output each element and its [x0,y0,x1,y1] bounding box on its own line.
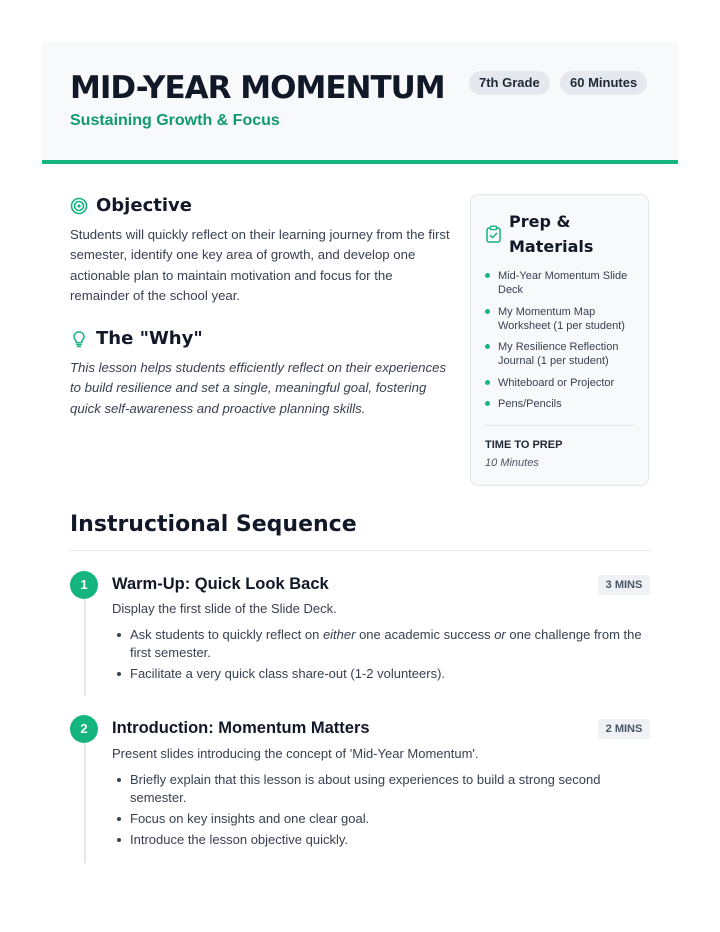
prep-time-value: 10 Minutes [485,457,539,469]
step-title: Introduction: Momentum Matters [112,719,370,737]
step-duration-badge: 3 MINS [598,575,650,595]
target-icon [70,197,88,215]
material-item: Whiteboard or Projector [485,376,640,390]
step-bullet: Ask students to quickly reflect on either one academic success or one challenge from the first semester. [112,626,642,661]
objective-text: Students will quickly reflect on their learning journey from the first semester, identify one key area of growth, and develop one actionable plan to maintain motivation and focus for the remainder of the school year. [70,227,450,303]
step-description: Display the first slide of the Slide Deck. [112,601,337,616]
lightbulb-icon [70,330,88,348]
step-bullet-list [112,771,642,852]
step-bullet: Facilitate a very quick class share-out (1-2 volunteers). [112,665,642,683]
step-description: Present slides introducing the concept of 'Mid-Year Momentum'. [112,746,479,761]
material-item: Mid-Year Momentum Slide Deck [485,269,640,297]
material-item: My Momentum Map Worksheet (1 per student) [485,305,640,333]
step-bullet: Briefly explain that this lesson is about using experiences to build a strong second semester. [112,771,642,806]
page-subtitle: Sustaining Growth & Focus [70,112,280,129]
duration-badge: 60 Minutes [560,71,647,95]
prep-time-label: TIME TO PREP [485,439,563,451]
material-item: My Resilience Reflection Journal (1 per student) [485,340,640,368]
clipboard-check-icon [485,225,502,243]
objective-heading-label: Objective [96,195,192,216]
sequence-heading: Instructional Sequence [70,512,357,537]
materials-list [485,269,640,419]
lesson-header [42,42,678,164]
step-bullet: Focus on key insights and one clear goal. [112,810,642,828]
step-timeline [84,584,86,696]
prep-heading: Prep & Materials [509,212,594,256]
prep-materials-card [470,194,649,486]
step-number-badge: 2 [70,715,98,743]
why-heading [70,328,203,349]
why-heading-label: The "Why" [96,328,203,349]
step-title: Warm-Up: Quick Look Back [112,575,329,593]
step-timeline [84,729,86,863]
objective-heading [70,195,192,216]
card-divider [485,425,634,426]
page-title: MID-YEAR MOMENTUM [70,70,445,106]
step-bullet-list [112,626,642,686]
step-duration-badge: 2 MINS [598,719,650,739]
step-bullet: Introduce the lesson objective quickly. [112,831,642,849]
step-number-badge: 1 [70,571,98,599]
material-item: Pens/Pencils [485,397,640,411]
sequence-divider [70,550,650,551]
why-text: This lesson helps students efficiently reflect on their experiences to build resilience and set a single, meaningful goal, fostering quick self-awareness and proactive planning skills. [70,360,447,416]
grade-badge: 7th Grade [469,71,550,95]
